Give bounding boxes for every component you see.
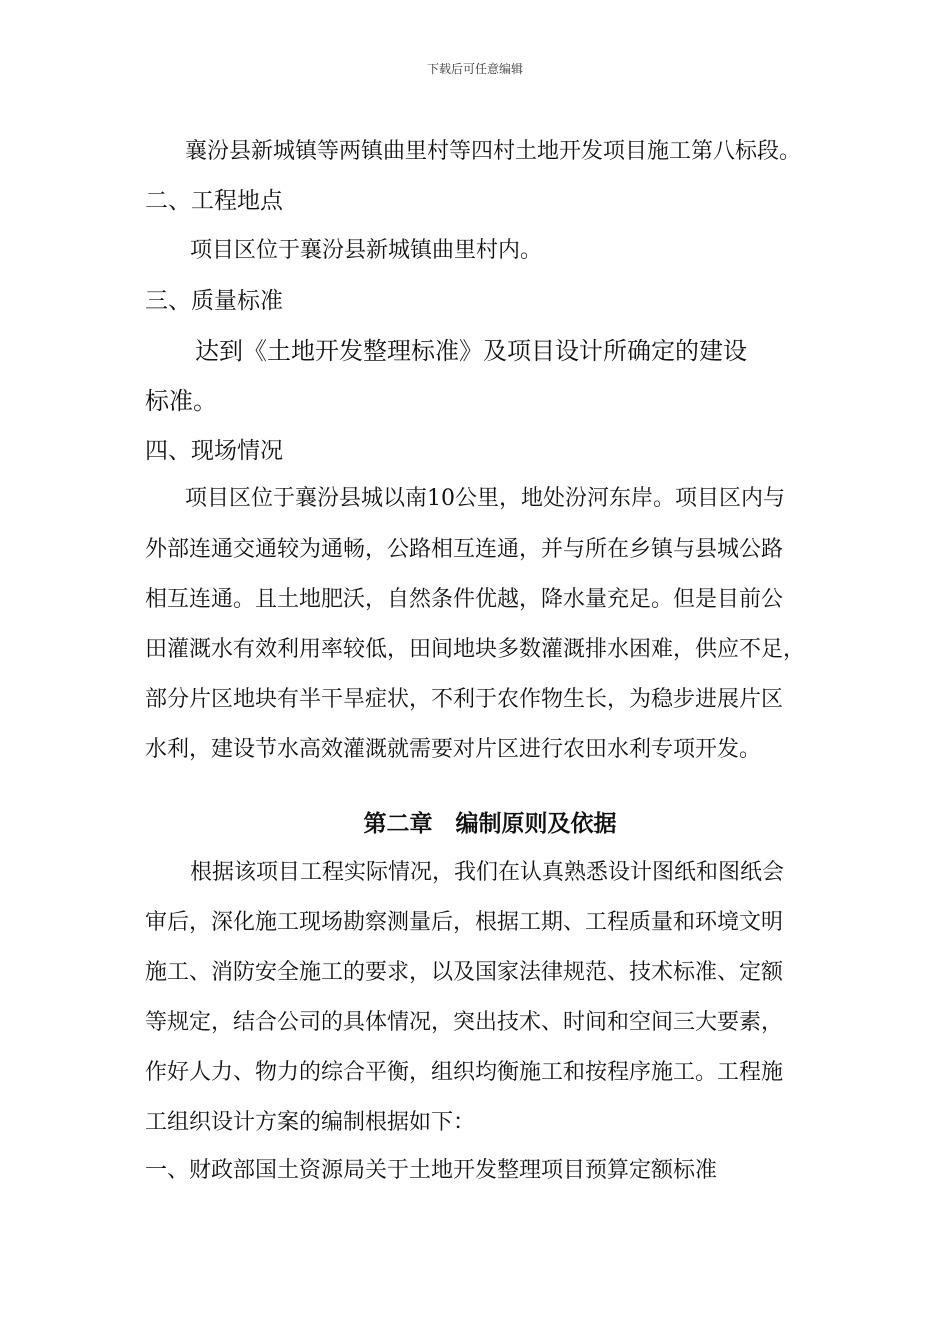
paragraph-line: 部分片区地块有半干旱症状，不利于农作物生长，为稳步进展片区 (145, 687, 784, 712)
paragraph-line: 外部连通交通较为通畅，公路相互连通，并与所在乡镇与县城公路 (145, 537, 784, 562)
paragraph-line: 项目区位于襄汾县新城镇曲里村内。 (190, 238, 543, 263)
section-heading: 三、质量标准 (145, 288, 283, 314)
section-heading: 二、工程地点 (145, 188, 283, 214)
paragraph-line: 水利，建设节水高效灌溉就需要对片区进行农田水利专项开发。 (145, 737, 762, 762)
paragraph-line: 审后，深化施工现场勘察测量后，根据工期、工程质量和环境文明 (145, 910, 784, 935)
paragraph-line: 项目区位于襄汾县城以南10公里，地处汾河东岸。项目区内与 (185, 486, 785, 511)
paragraph-line: 工组织设计方案的编制根据如下： (145, 1110, 476, 1135)
paragraph-line: 标准。 (145, 387, 217, 415)
paragraph-line: 一、财政部国土资源局关于土地开发整理项目预算定额标准 (145, 1158, 718, 1183)
paragraph-line: 根据该项目工程实际情况，我们在认真熟悉设计图纸和图纸会 (190, 860, 785, 885)
paragraph-line: 达到《土地开发整理标准》及项目设计所确定的建设 (195, 337, 747, 365)
paragraph-line: 田灌溉水有效利用率较低，田间地块多数灌溉排水困难，供应不足， (145, 637, 806, 662)
paragraph-line: 作好人力、物力的综合平衡，组织均衡施工和按程序施工。工程施 (145, 1060, 784, 1085)
page-header: 下载后可任意编辑 (426, 62, 523, 76)
paragraph-line: 襄汾县新城镇等两镇曲里村等四村土地开发项目施工第八标段。 (185, 139, 802, 164)
chapter-title: 第二章 编制原则及依据 (363, 811, 617, 837)
paragraph-line: 等规定，结合公司的具体情况，突出技术、时间和空间三大要素， (145, 1010, 784, 1035)
paragraph-line: 相互连通。且土地肥沃，自然条件优越，降水量充足。但是目前公 (145, 587, 784, 612)
section-heading: 四、现场情况 (145, 438, 283, 464)
paragraph-line: 施工、消防安全施工的要求，以及国家法律规范、技术标准、定额 (145, 960, 784, 985)
